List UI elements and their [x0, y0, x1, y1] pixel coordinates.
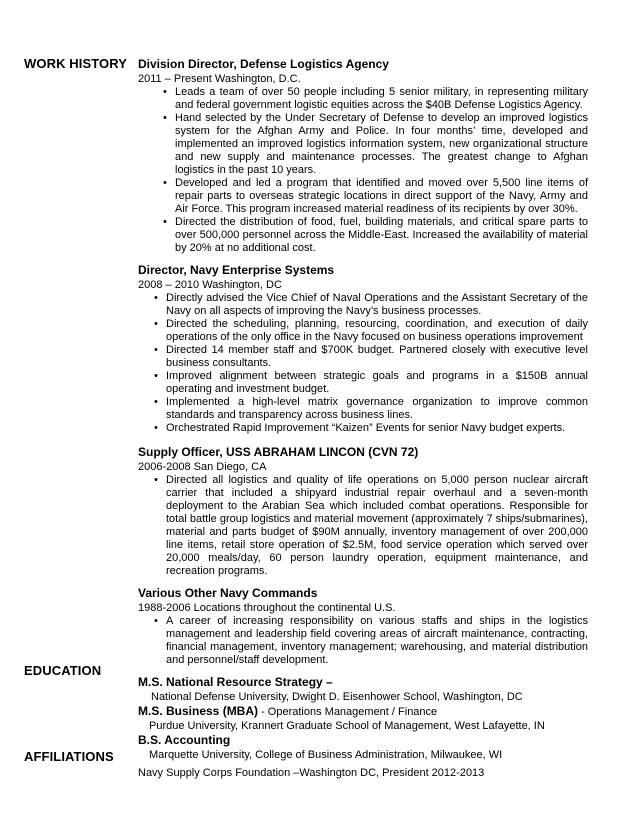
job-entry	[138, 57, 588, 255]
job-bullet: • Directed the distribution of food, fuel, building materials, and critical spare parts to over 500,000 personnel across the Middle-East. Increased the availability of material by 20% at no additional cost.	[175, 216, 588, 255]
job-bullet-list	[138, 86, 588, 255]
section-label-education: EDUCATION	[24, 663, 102, 678]
job-dates-location: 2006-2008 San Diego, CA	[138, 461, 267, 473]
job-bullet: • Improved alignment between strategic goals and programs in a $150B annual operating and investment budget.	[166, 370, 588, 396]
job-dates-location: 2008 – 2010 Washington, DC	[138, 279, 282, 291]
job-bullet: • Implemented a high-level matrix governance organization to improve common standards and transparency across business lines.	[166, 396, 588, 422]
degree-name: B.S. Accounting	[138, 733, 231, 747]
job-entry	[138, 263, 588, 435]
section-label-work-history: WORK HISTORY	[24, 56, 128, 71]
school-name: Purdue University, Krannert Graduate School of Management, West Lafayette, IN	[149, 720, 545, 732]
job-bullet-list	[138, 292, 588, 435]
job-bullet: • Developed and led a program that identified and moved over 5,500 line items of repair parts to overseas strategic locations in direct support of the Navy, Army and Air Force. This program increased material readiness of its recipients by over 30%.	[175, 177, 588, 216]
job-bullet: • A career of increasing responsibility on various staffs and ships in the logistics management and leadership field covering areas of aircraft maintenance, contracting, financial management, inventory management; warehousing, and material distribution and personnel/staff development.	[166, 615, 588, 667]
affiliation-entry: Navy Supply Corps Foundation –Washington DC, President 2012-2013	[138, 767, 485, 779]
job-bullet-list	[138, 474, 588, 578]
section-label-affiliations: AFFILIATIONS	[24, 749, 114, 764]
job-entry	[138, 586, 588, 667]
job-title: Division Director, Defense Logistics Agency	[138, 57, 389, 71]
job-bullet: • Directed all logistics and quality of life operations on 5,000 person nuclear aircraft carrier that included a shipyard industrial repair overhaul and a seven-month deployment to the Arabian Sea which included combat operations. Responsible for total battle group logistics and material movement (approximately 7 ships/submarines), material and parts budget of $90M annually, inventory management of over 200,000 line items, retail store operation of $2.5M, food service operation which served over 20,000 meals/day, 60 person laundry operation, equipment maintenance, and recreation programs.	[166, 474, 588, 578]
job-bullet: • Directly advised the Vice Chief of Naval Operations and the Assistant Secretary of the Navy on all aspects of improving the Navy’s business processes.	[166, 292, 588, 318]
job-dates-location: 1988-2006 Locations throughout the continental U.S.	[138, 602, 396, 614]
education-entry	[138, 704, 588, 733]
job-dates-location: 2011 – Present Washington, D.C.	[138, 73, 301, 85]
education-entry	[138, 675, 588, 704]
job-title: Director, Navy Enterprise Systems	[138, 263, 335, 277]
job-bullet: • Orchestrated Rapid Improvement “Kaizen” Events for senior Navy budget experts.	[166, 422, 588, 435]
job-bullet: • Hand selected by the Under Secretary of Defense to develop an improved logistics system for the Afghan Army and Police. In four months’ time, developed and implemented an improved logistics information system, new organizational structure and new supply and maintenance processes. The greatest change to Afghan logistics in the past 10 years.	[175, 112, 588, 177]
job-bullet: • Leads a team of over 50 people including 5 senior military, in representing military and federal government logistic equities across the $40B Defense Logistics Agency.	[175, 86, 588, 112]
degree-name: M.S. Business (MBA)	[138, 704, 259, 718]
job-bullet: • Directed 14 member staff and $700K budget. Partnered closely with executive level business consultants.	[166, 344, 588, 370]
job-entry	[138, 445, 588, 578]
degree-detail: - Operations Management / Finance	[258, 706, 438, 718]
job-bullet-list	[138, 615, 588, 667]
job-title: Supply Officer, USS ABRAHAM LINCON (CVN 72)	[138, 445, 419, 459]
school-name: Marquette University, College of Business Administration, Milwaukee, WI	[149, 749, 503, 761]
job-bullet: • Directed the scheduling, planning, resourcing, coordination, and execution of daily operations of the only office in the Navy focused on business operations improvement	[166, 318, 588, 344]
education-entry	[138, 733, 588, 762]
job-title: Various Other Navy Commands	[138, 586, 318, 600]
education-list	[138, 675, 588, 762]
degree-name: M.S. National Resource Strategy –	[138, 675, 333, 689]
school-name: National Defense University, Dwight D. Eisenhower School, Washington, DC	[151, 691, 523, 703]
